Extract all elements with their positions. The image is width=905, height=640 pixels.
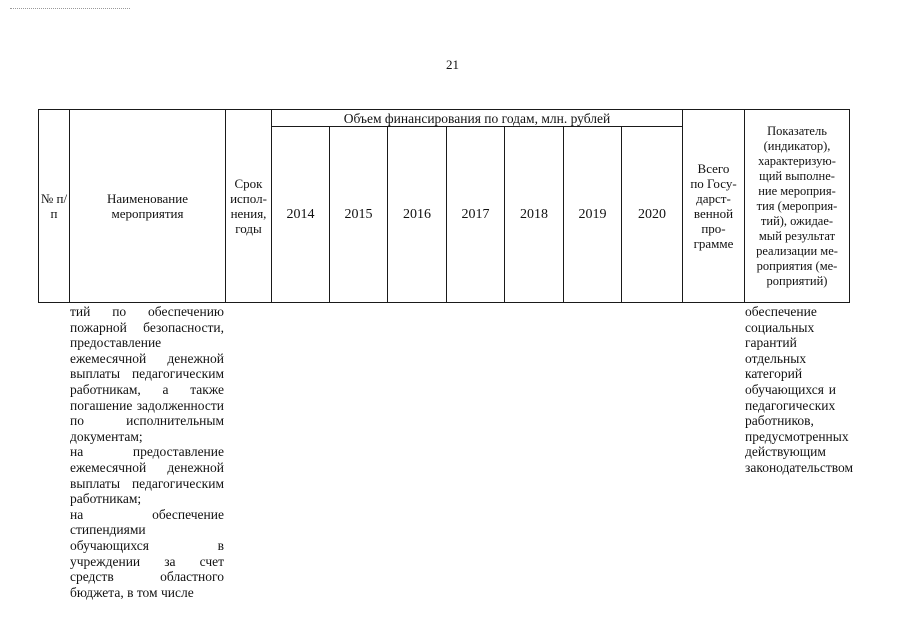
measure-paragraph: тий по обеспечению пожарной безопасности, предоставление ежемесячной денежной выплаты педагогическим работникам, а также погашение задолженности по исполнительным документам;: [70, 304, 224, 444]
scan-artifact: [10, 8, 130, 13]
year-header-2017: 2017: [447, 127, 505, 303]
total-line: венной: [693, 206, 734, 221]
term-column-header: [226, 110, 272, 303]
indicator-line: характеризую-: [758, 153, 836, 168]
name-column-header: [70, 110, 226, 303]
indicator-description: [745, 304, 854, 476]
year-header-2016: 2016: [388, 127, 447, 303]
funding-group-header: [272, 110, 683, 127]
measure-description: [70, 304, 224, 600]
measure-paragraph: на обеспечение стипендиями обучающихся в учреждении за счет средств областного бюджета, в том числе: [70, 506, 224, 600]
total-line: про-: [701, 221, 726, 236]
indicator-line: мый результат: [758, 228, 836, 243]
indicator-line: тий), ожидае-: [760, 213, 834, 228]
indicator-line: ние мероприя-: [758, 183, 836, 198]
year-header-2015: 2015: [330, 127, 388, 303]
indicator-line: роприятия (ме-: [756, 258, 838, 273]
term-line: нения,: [230, 206, 267, 221]
indicator-line: тия (мероприя-: [756, 198, 838, 213]
year-header-2014: 2014: [272, 127, 330, 303]
indicator-line: реализации ме-: [756, 243, 838, 258]
indicator-paragraph: обеспечение социальных гарантий отдельных категорий обучающихся и педагогических работников, предусмотренных действующим законодательством: [745, 304, 854, 475]
indicator-line: (индикатор),: [763, 138, 831, 153]
indicator-line: роприятий): [766, 273, 828, 288]
total-line: Всего: [697, 161, 730, 176]
total-line: грамме: [693, 236, 734, 251]
year-header-2019: 2019: [564, 127, 622, 303]
term-line: испол-: [230, 191, 267, 206]
indicator-line: Показатель: [767, 123, 827, 138]
number-column-header: [39, 110, 70, 303]
term-line: годы: [235, 221, 262, 236]
financing-table-header: [38, 109, 850, 303]
funding-group-label: Объем финансирования по годам, млн. рублей: [343, 110, 611, 126]
total-column-header: [683, 110, 745, 303]
page-number: 21: [446, 57, 459, 72]
term-line: Срок: [234, 176, 263, 191]
number-column-label: № п/п: [40, 191, 68, 221]
year-header-2020: 2020: [622, 127, 683, 303]
total-line: по Госу-: [690, 176, 737, 191]
name-column-label: Наименование мероприятия: [107, 191, 188, 221]
indicator-line: щий выполне-: [759, 168, 835, 183]
measure-paragraph: на предоставление ежемесячной денежной выплаты педагогическим работникам;: [70, 444, 224, 507]
total-line: дарст-: [696, 191, 731, 206]
indicator-column-header: [745, 110, 850, 303]
year-header-2018: 2018: [505, 127, 564, 303]
